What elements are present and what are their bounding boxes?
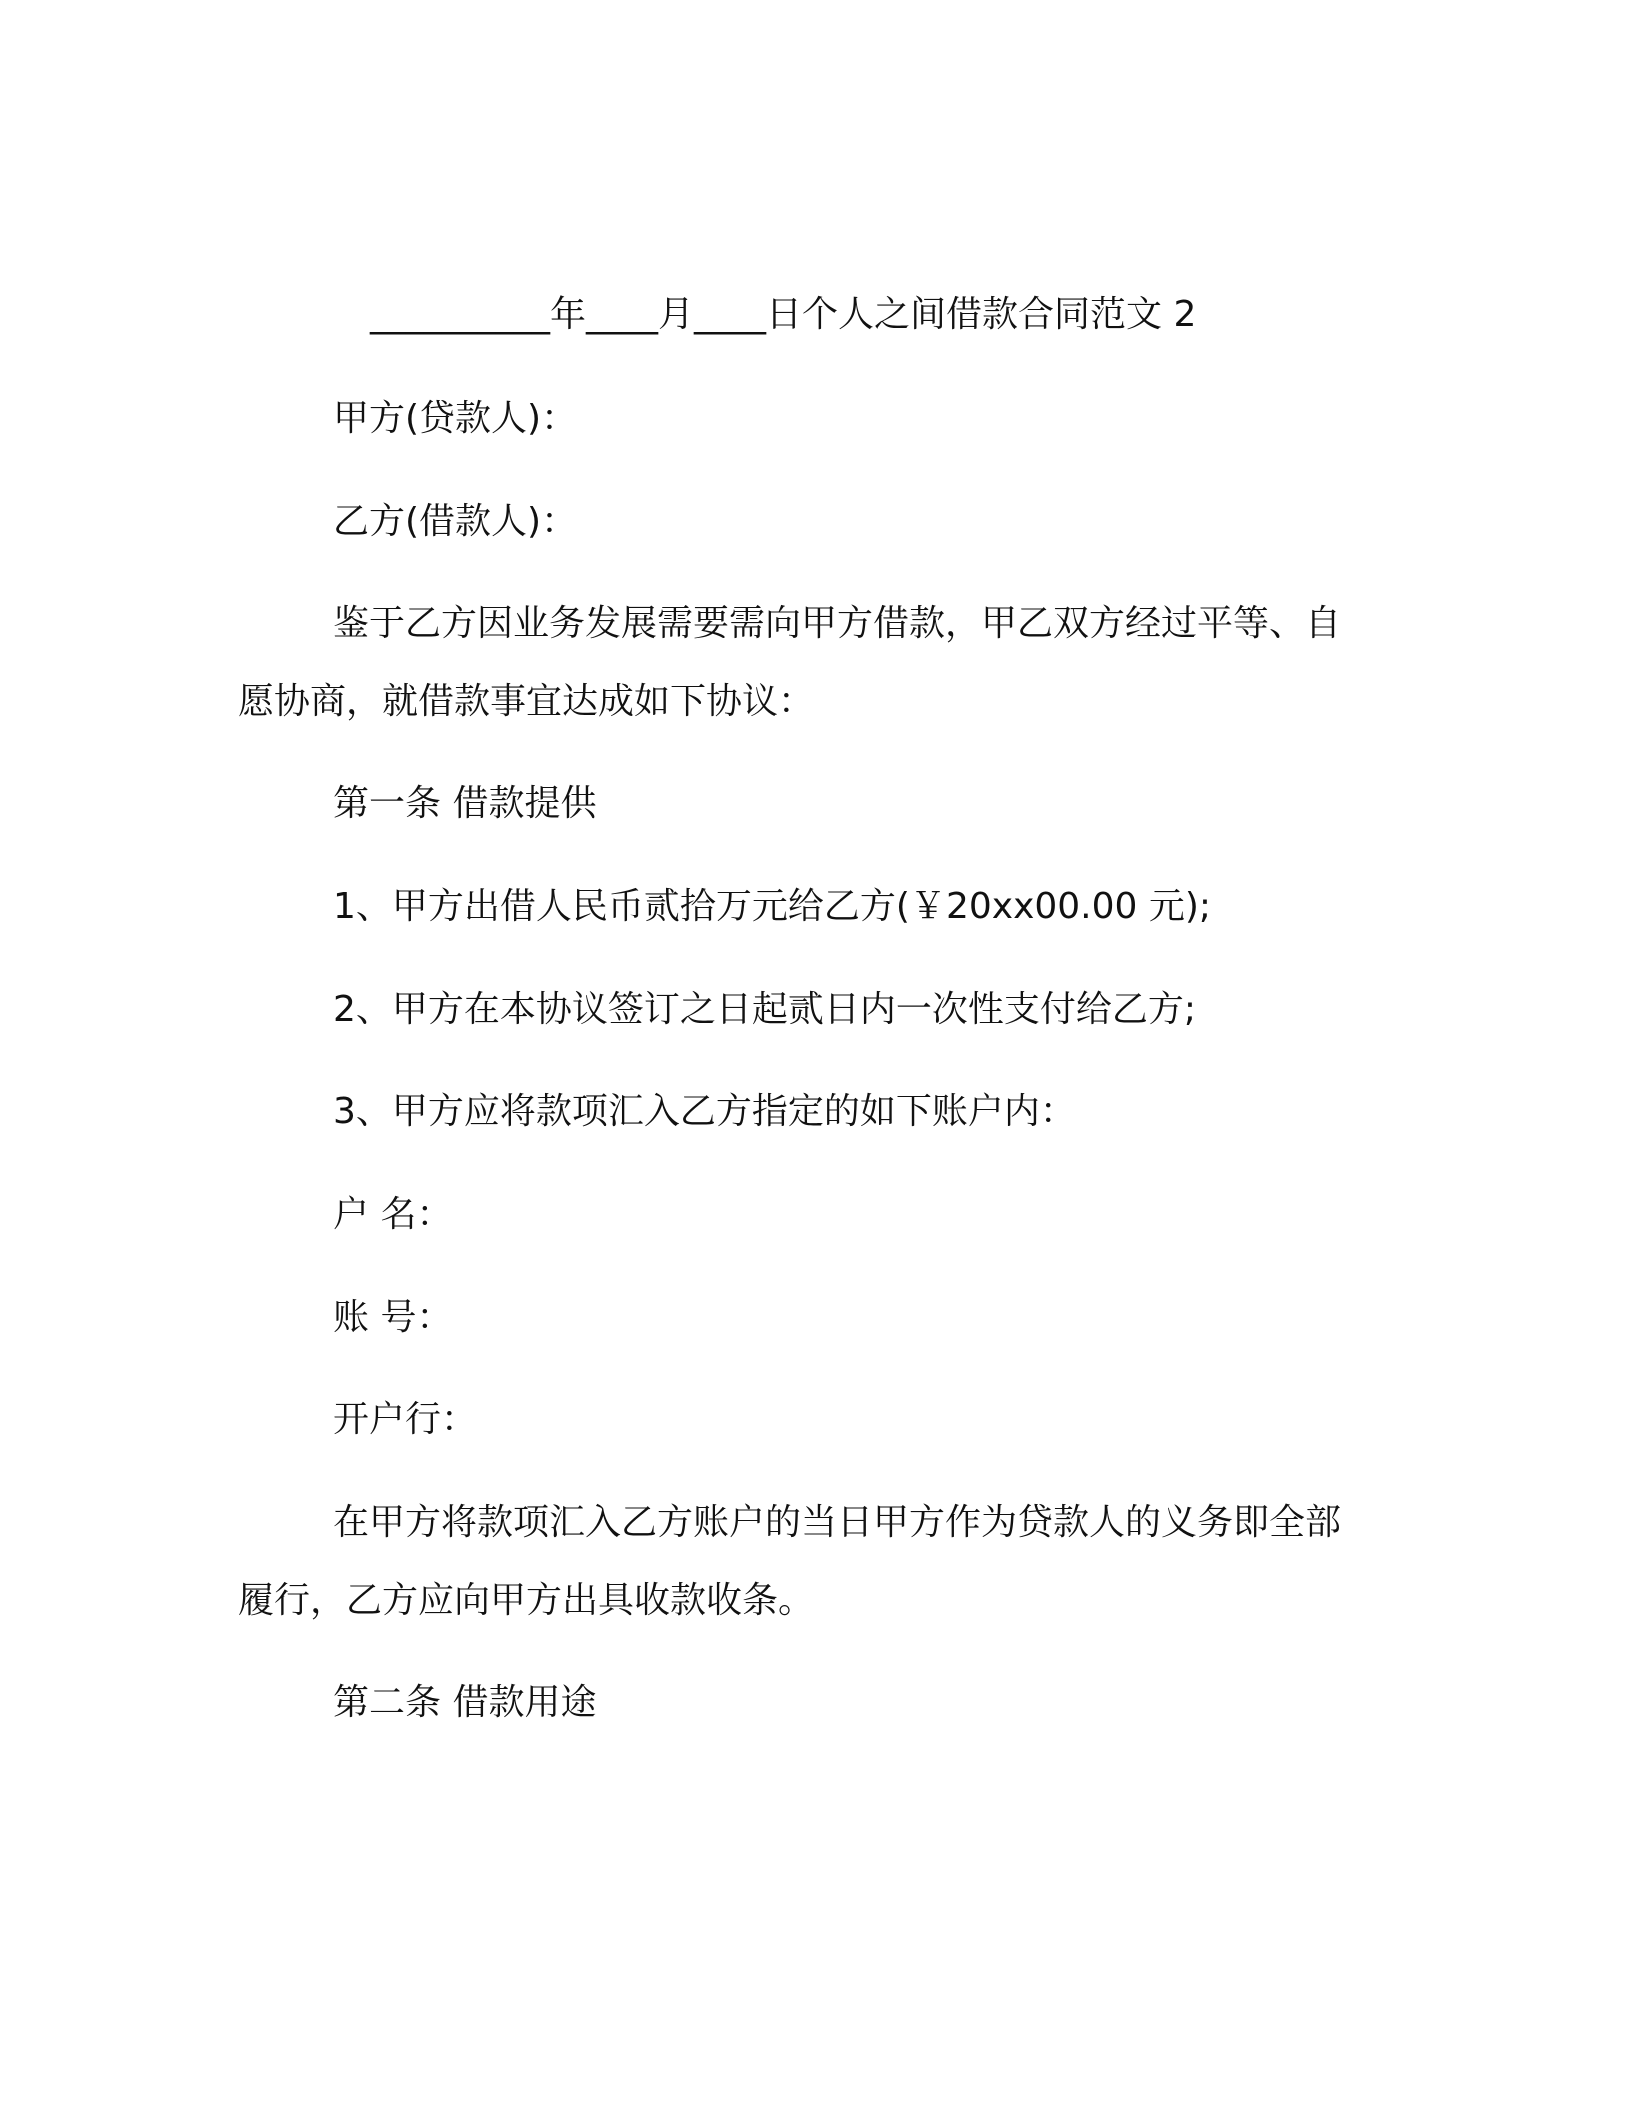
account-name-label: 户 名：: [333, 1194, 453, 1235]
preamble-line-1: 鉴于乙方因业务发展需要需向甲方借款，甲乙双方经过平等、自: [333, 603, 1342, 644]
article-2-heading: 第二条 借款用途: [333, 1682, 597, 1723]
party-a-label: 甲方(贷款人)：: [333, 398, 578, 439]
article-1-item-2: 2、甲方在本协议签订之日起贰日内一次性支付给乙方;: [333, 989, 1197, 1030]
document-title: __________年____月____日个人之间借款合同范文 2: [370, 294, 1197, 335]
account-number-label: 账 号：: [333, 1297, 453, 1338]
party-b-label: 乙方(借款人)：: [333, 501, 578, 542]
fulfillment-line-2: 履行，乙方应向甲方出具收款收条。: [238, 1580, 815, 1621]
article-1-item-1: 1、甲方出借人民币贰拾万元给乙方(￥20xx00.00 元);: [333, 886, 1212, 927]
fulfillment-line-1: 在甲方将款项汇入乙方账户的当日甲方作为贷款人的义务即全部: [333, 1502, 1342, 1543]
preamble-line-2: 愿协商，就借款事宜达成如下协议：: [238, 681, 815, 722]
bank-label: 开户行：: [333, 1399, 478, 1440]
article-1-item-3: 3、甲方应将款项汇入乙方指定的如下账户内：: [333, 1091, 1076, 1132]
article-1-heading: 第一条 借款提供: [333, 783, 597, 824]
